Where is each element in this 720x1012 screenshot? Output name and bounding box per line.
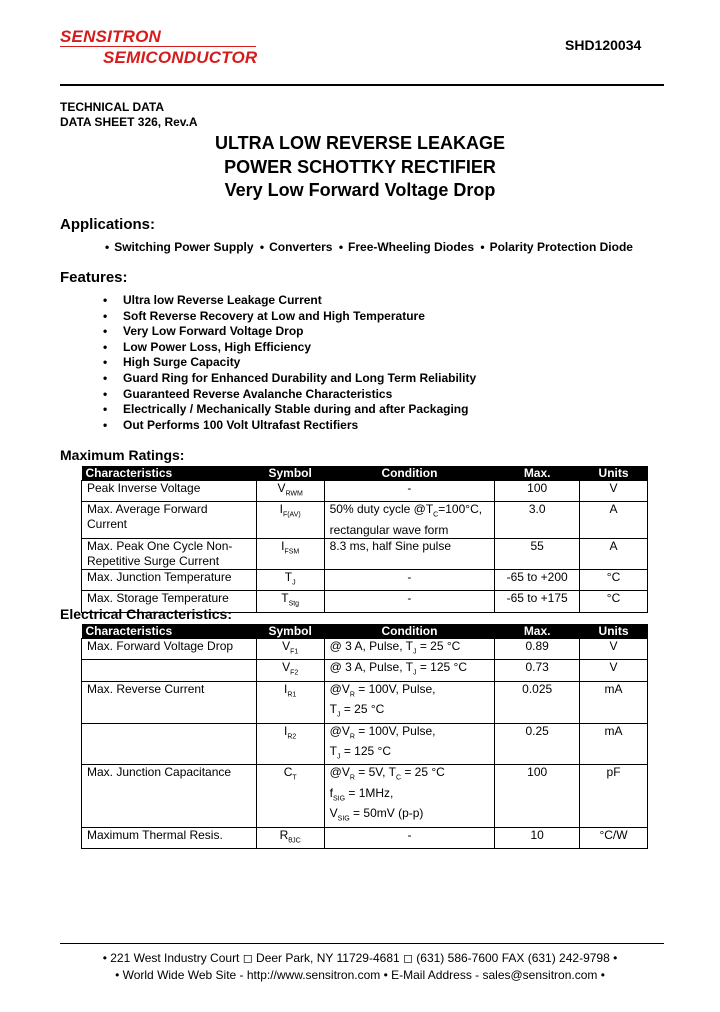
condition-cell: $@V_R = 100V$, Pulse, $T_J = 125$ °C [324, 723, 495, 765]
units-cell: A [580, 538, 648, 569]
table-header-row [82, 466, 648, 481]
logo-underline [60, 46, 256, 47]
feature-item: • Low Power Loss, High Efficiency [103, 340, 476, 356]
characteristic-cell: Max. Forward Voltage Drop [82, 639, 257, 660]
characteristic-cell: Max. Junction Capacitance [82, 765, 257, 827]
technical-data-label: TECHNICAL DATA [60, 100, 164, 114]
footer-web-email: • World Wide Web Site - http://www.sensitron.com • E-Mail Address - sales@sensitron.com • [115, 968, 605, 982]
characteristic-cell: Max. Peak One Cycle Non- Repetitive Surge Current [82, 538, 257, 569]
bullet-icon: • [259, 240, 265, 254]
characteristic-cell: Max. Junction Temperature [82, 569, 257, 590]
bullet-icon: • [105, 240, 110, 254]
feature-item: • Ultra low Reverse Leakage Current [103, 293, 476, 309]
units-cell: mA [580, 723, 648, 765]
condition-cell: - [324, 569, 495, 590]
footer-rule [60, 943, 664, 944]
column-header: Characteristics [82, 466, 257, 481]
feature-item: • Electrically / Mechanically Stable during and after Packaging [103, 402, 476, 418]
symbol-cell: $I_{F(AV)}$ [256, 502, 324, 538]
condition-cell: 50% duty cycle $@T_C=100^\circ C$, rectangular wave form [324, 502, 495, 538]
units-cell: V [580, 660, 648, 681]
max-cell: 100 [495, 481, 580, 502]
table-row [82, 538, 648, 569]
electrical-table [81, 624, 648, 849]
document-number: SHD120034 [565, 37, 642, 53]
feature-item: • High Surge Capacity [103, 355, 476, 371]
table-header-row [82, 624, 648, 639]
title-line-3: Very Low Forward Voltage Drop [224, 180, 496, 200]
condition-cell: - [324, 591, 495, 612]
condition-cell: 8.3 ms, half Sine pulse [324, 538, 495, 569]
table-row [82, 660, 648, 681]
max-cell: 3.0 [495, 502, 580, 538]
characteristic-cell: Max. Average Forward Current [82, 502, 257, 538]
table-row [82, 827, 648, 848]
table-row [82, 681, 648, 723]
max-cell: 55 [495, 538, 580, 569]
feature-item: • Very Low Forward Voltage Drop [103, 324, 476, 340]
units-cell: A [580, 502, 648, 538]
condition-cell: @ 3 A, Pulse, $T_J = 25$ °C [324, 639, 495, 660]
features-heading: Features: [60, 269, 128, 286]
bullet-icon: • [338, 240, 344, 254]
application-item: Converters [269, 240, 333, 254]
table-row [82, 723, 648, 765]
feature-item: • Guard Ring for Enhanced Durability and Long Term Reliability [103, 371, 476, 387]
max-ratings-heading: Maximum Ratings: [60, 447, 185, 463]
condition-cell: $@V_R = 5V$, $T_C = 25$ °C $f_{SIG} = 1MHz$, $V_{SIG} = 50mV$ (p-p) [324, 765, 495, 827]
table-row [82, 481, 648, 502]
condition-cell: $@V_R = 100V$, Pulse, $T_J = 25$ °C [324, 681, 495, 723]
max-cell: -65 to +200 [495, 569, 580, 590]
column-header: Condition [324, 624, 495, 639]
application-item: Polarity Protection Diode [489, 240, 633, 254]
condition-cell: - [324, 827, 495, 848]
characteristic-cell: Peak Inverse Voltage [82, 481, 257, 502]
title-line-2: POWER SCHOTTKY RECTIFIER [224, 157, 496, 177]
max-cell: 100 [495, 765, 580, 827]
applications-list [105, 240, 633, 254]
symbol-cell: $T_{Stg}$ [256, 591, 324, 612]
feature-item: • Soft Reverse Recovery at Low and High Temperature [103, 309, 476, 325]
units-cell: °C/W [580, 827, 648, 848]
symbol-cell: $C_T$ [256, 765, 324, 827]
feature-item: • Guaranteed Reverse Avalanche Characteristics [103, 387, 476, 403]
max-cell: 0.25 [495, 723, 580, 765]
table-row [82, 569, 648, 590]
max-cell: 10 [495, 827, 580, 848]
column-header: Max. [495, 466, 580, 481]
table-row [82, 502, 648, 538]
column-header: Characteristics [82, 624, 257, 639]
characteristic-cell: Max. Storage Temperature [82, 591, 257, 612]
application-item: Free-Wheeling Diodes [348, 240, 475, 254]
units-cell: mA [580, 681, 648, 723]
max-cell: 0.89 [495, 639, 580, 660]
electrical-heading: Electrical Characteristics: [60, 606, 232, 622]
data-sheet-label: DATA SHEET 326, Rev.A [60, 115, 198, 129]
condition-cell: @ 3 A, Pulse, $T_J = 125$ °C [324, 660, 495, 681]
symbol-cell: $V_{F1}$ [256, 639, 324, 660]
max-cell: 0.025 [495, 681, 580, 723]
application-item: Switching Power Supply [114, 240, 254, 254]
units-cell: V [580, 481, 648, 502]
symbol-cell: $R_{\theta JC}$ [256, 827, 324, 848]
symbol-cell: $V_{RWM}$ [256, 481, 324, 502]
units-cell: °C [580, 591, 648, 612]
features-list [103, 293, 476, 433]
condition-cell: - [324, 481, 495, 502]
title-line-1: ULTRA LOW REVERSE LEAKAGE [214, 133, 505, 153]
units-cell: °C [580, 569, 648, 590]
column-header: Units [580, 624, 648, 639]
symbol-cell: $I_{FSM}$ [256, 538, 324, 569]
column-header: Symbol [256, 624, 324, 639]
company-logo-line2: SEMICONDUCTOR [103, 48, 258, 67]
symbol-cell: $I_{R2}$ [256, 723, 324, 765]
characteristic-cell: Max. Reverse Current [82, 681, 257, 723]
symbol-cell: $T_J$ [256, 569, 324, 590]
max-cell: -65 to +175 [495, 591, 580, 612]
feature-item: • Out Performs 100 Volt Ultrafast Rectifiers [103, 418, 476, 434]
max-cell: 0.73 [495, 660, 580, 681]
table-row [82, 765, 648, 827]
characteristic-cell: Maximum Thermal Resis. [82, 827, 257, 848]
table-row [82, 639, 648, 660]
column-header: Max. [495, 624, 580, 639]
header-rule [60, 84, 664, 86]
technical-data-block [60, 100, 198, 130]
max-ratings-table [81, 466, 648, 613]
bullet-icon: • [480, 240, 485, 254]
column-header: Symbol [256, 466, 324, 481]
symbol-cell: $V_{F2}$ [256, 660, 324, 681]
characteristic-cell [82, 723, 257, 765]
company-logo-line1: SENSITRON [60, 27, 161, 46]
column-header: Condition [324, 466, 495, 481]
column-header: Units [580, 466, 648, 481]
footer-address: • 221 West Industry Court ◻ Deer Park, NY 11729-4681 ◻ (631) 586-7600 FAX (631) 242-9798 • [102, 951, 618, 965]
symbol-cell: $I_{R1}$ [256, 681, 324, 723]
characteristic-cell [82, 660, 257, 681]
applications-heading: Applications: [60, 216, 156, 233]
units-cell: pF [580, 765, 648, 827]
units-cell: V [580, 639, 648, 660]
